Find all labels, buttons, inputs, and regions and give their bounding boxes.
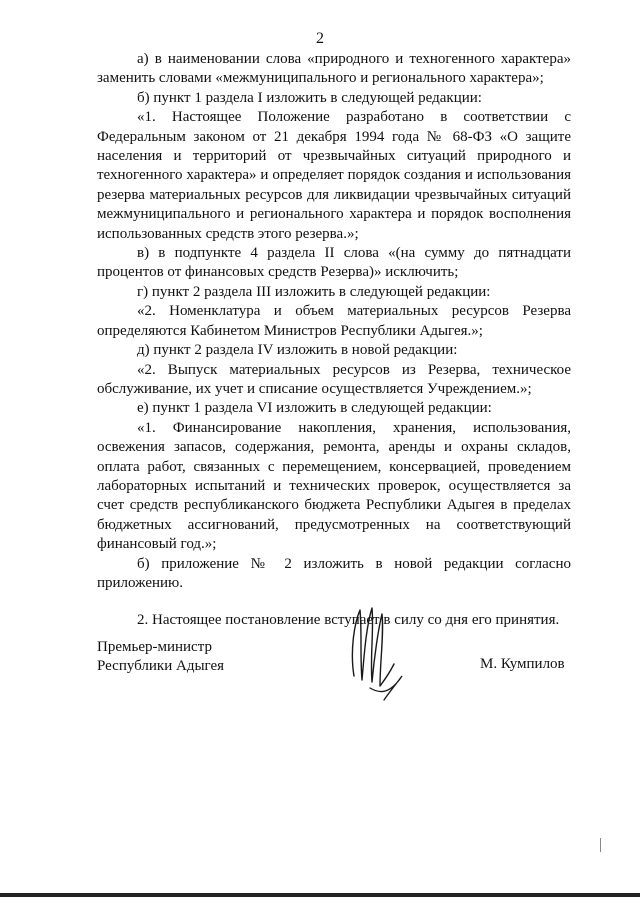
paragraph-v: в) в подпункте 4 раздела II слова «(на сумму до пятнадцати процентов от финансовых средств Резерва)» исключить; [97, 245, 571, 281]
page-number: 2 [316, 30, 324, 47]
signatory-title-line2: Республики Адыгея [97, 658, 225, 674]
handwritten-signature [340, 602, 410, 702]
paragraph-a: а) в наименовании слова «природного и техногенного характера» заменить словами «межмуниципального и регионального характера»; [97, 51, 571, 87]
signatory-title [97, 638, 224, 676]
paragraph-d-quote: «2. Выпуск материальных ресурсов из Резерва, техническое обслуживание, их учет и списание осуществляется Учреждением.»; [97, 361, 571, 397]
final-clause: 2. Настоящее постановление вступает в силу со дня его принятия. [137, 612, 560, 629]
paragraph-e: е) пункт 1 раздела VI изложить в следующей редакции: [137, 400, 492, 417]
paragraph-d: д) пункт 2 раздела IV изложить в новой редакции: [137, 342, 458, 359]
scan-mark [600, 838, 601, 852]
paragraph-zh: б) приложение № 2 изложить в новой редакции согласно приложению. [97, 555, 571, 591]
document-body [97, 50, 571, 631]
paragraph-e-quote: «1. Финансирование накопления, хранения, использования, освежения запасов, содержания, ремонта, аренды и охраны складов, оплата работ, связанных с перемещением, консервацией, проведением лабораторных испытаний и технических проверок, осуществляется за счет средств республиканского бюджета Республики Адыгея в пределах бюджетных ассигнований, предусмотренных на соответствующий финансовый год.»; [97, 419, 571, 553]
paragraph-g: г) пункт 2 раздела III изложить в следующей редакции: [137, 283, 491, 300]
paragraph-b-quote: «1. Настоящее Положение разработано в соответствии с Федеральным законом от 21 декабря 1994 года № 68-ФЗ «О защите населения и территорий от чрезвычайных ситуаций природного и техногенного характера» и определяет порядок создания и использования резерва материальных ресурсов для ликвидации чрезвычайных ситуаций межмуниципального и регионального характера и порядок восполнения использованных средств этого резерва.»; [97, 109, 571, 242]
signatory-title-line1: Премьер-министр [97, 639, 212, 655]
signatory-name: М. Кумпилов [480, 656, 565, 672]
paragraph-b: б) пункт 1 раздела I изложить в следующей редакции: [137, 89, 482, 106]
scan-border-line [0, 893, 640, 897]
paragraph-g-quote: «2. Номенклатура и объем материальных ресурсов Резерва определяются Кабинетом Министров Республики Адыгея.»; [97, 303, 571, 339]
